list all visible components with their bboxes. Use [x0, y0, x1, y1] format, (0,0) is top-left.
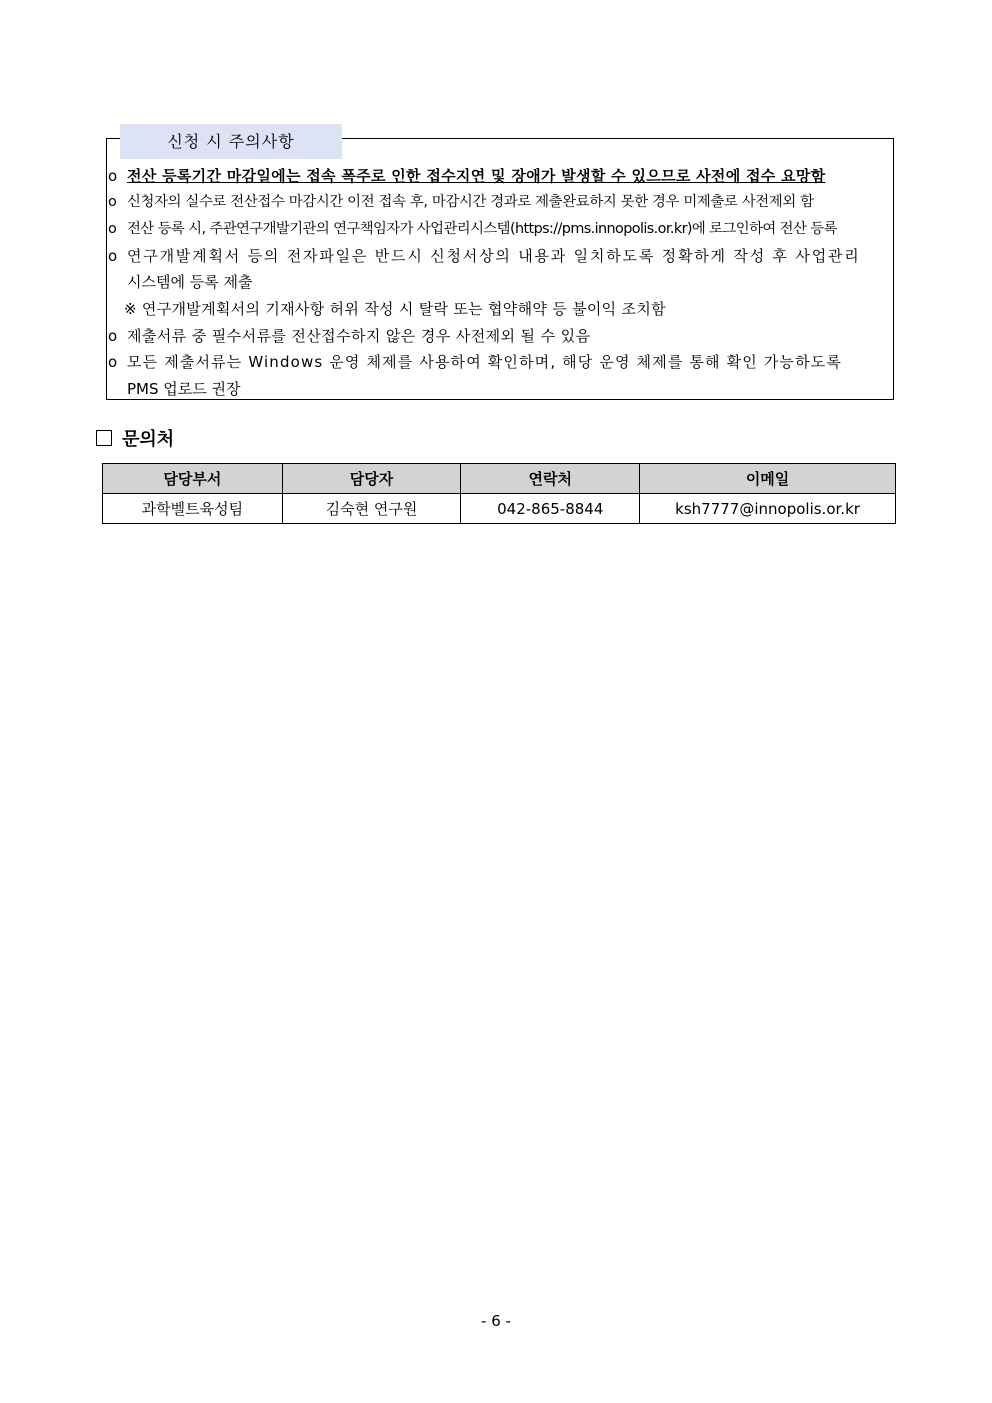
bullet: o — [108, 167, 118, 185]
header-email: 이메일 — [640, 464, 896, 494]
notice-item-text: 시스템에 등록 제출 — [127, 273, 253, 291]
contact-heading — [96, 428, 174, 452]
cell-department: 과학벨트육성팀 — [103, 494, 283, 524]
bullet: o — [108, 194, 117, 210]
header-person: 담당자 — [282, 464, 461, 494]
page-number: - 6 - — [481, 1312, 511, 1330]
notice-item-3 — [108, 217, 837, 241]
notice-item-4 — [108, 244, 861, 268]
notice-item-text: 전산 등록기간 마감일에는 접속 폭주로 인한 접수지연 및 장애가 발생할 수 있으므로 사전에 접수 요망함 — [127, 167, 826, 185]
notice-item-text: PMS 업로드 권장 — [127, 380, 241, 398]
table-row — [103, 494, 896, 524]
bullet: o — [108, 327, 118, 345]
notice-item-4-cont — [127, 270, 252, 294]
notice-item-text: ※ 연구개발계획서의 기재사항 허위 작성 시 탈락 또는 협약해약 등 불이익 조치함 — [124, 300, 666, 318]
bullet: o — [108, 247, 119, 265]
bullet: o — [108, 353, 119, 371]
contact-heading-text: 문의처 — [122, 429, 175, 450]
header-phone: 연락처 — [461, 464, 640, 494]
notice-item-6 — [108, 350, 842, 374]
notice-item-6-cont — [127, 377, 241, 401]
notice-item-text: 제출서류 중 필수서류를 전산접수하지 않은 경우 사전제외 될 수 있음 — [127, 327, 591, 345]
notice-item-5 — [108, 324, 590, 348]
notice-item-2 — [108, 190, 814, 214]
header-department: 담당부서 — [103, 464, 283, 494]
cell-email: ksh7777@innopolis.or.kr — [640, 494, 896, 524]
notice-item-text: 전산 등록 시, 주관연구개발기관의 연구책임자가 사업관리시스템(https://pms.innopolis.or.kr)에 로그인하여 전산 등록 — [127, 221, 837, 237]
notice-item-text: 신청자의 실수로 전산접수 마감시간 이전 접속 후, 마감시간 경과로 제출완료하지 못한 경우 미제출로 사전제외 함 — [127, 194, 814, 210]
cell-phone: 042-865-8844 — [461, 494, 640, 524]
notice-item-text: 모든 제출서류는 Windows 운영 체제를 사용하여 확인하며, 해당 운영 체제를 통해 확인 가능하도록 — [127, 353, 842, 371]
cell-person: 김숙현 연구원 — [282, 494, 461, 524]
notice-item-text: 연구개발계획서 등의 전자파일은 반드시 신청서상의 내용과 일치하도록 정확하게 작성 후 사업관리 — [127, 247, 861, 265]
checkbox-icon — [96, 430, 112, 446]
bullet: o — [108, 221, 117, 237]
notice-item-1 — [108, 164, 826, 188]
table-header-row — [103, 464, 896, 494]
contact-table — [102, 463, 896, 524]
notice-note — [124, 297, 666, 321]
notice-title: 신청 시 주의사항 — [120, 124, 342, 159]
